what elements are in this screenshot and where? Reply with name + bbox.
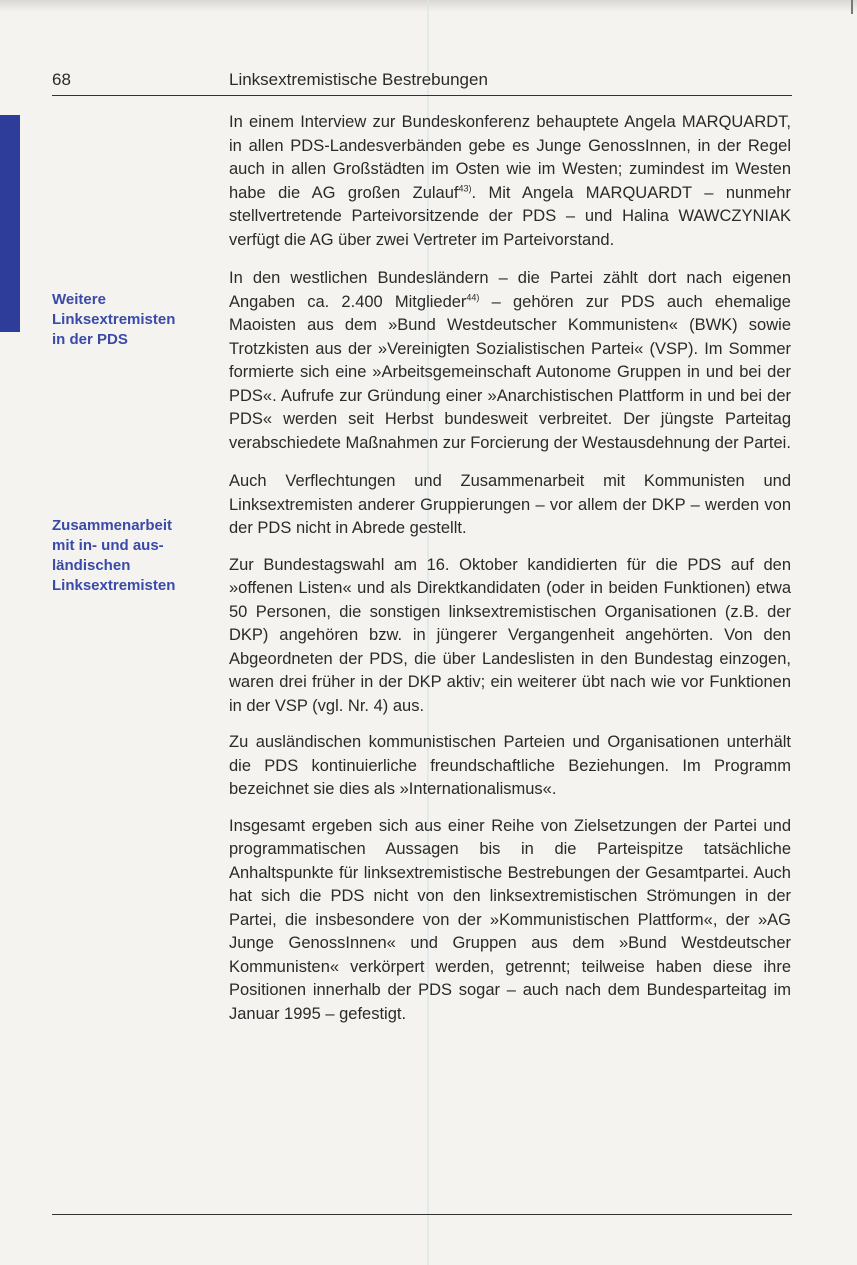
side-heading-weitere-linksextremisten <box>52 290 212 350</box>
paragraph-text: Zu ausländischen kommunistischen Parteien und Organisationen unterhält die PDS kontinuierliche freundschaftliche Beziehungen. Im Programm bezeichnet sie dies als »Internationalismus«. <box>229 733 791 798</box>
paragraph <box>229 554 791 719</box>
paragraph-text: Zur Bundestagswahl am 16. Oktober kandidierten für die PDS auf den »offenen Listen« und als Direktkandidaten (oder in beiden Funktionen) etwa 50 Personen, die sonstigen linksextremistischen Organisationen (z.B. der DKP) angehören bzw. in jüngerer Vergangenheit angehörten. Von den Abgeordneten der PDS, die über Landeslisten in den Bundestag einzogen, waren drei früher in der DKP aktiv; ein weiterer übt nach wie vor Funktionen in der VSP (vgl. Nr. 4) aus. <box>229 555 791 715</box>
side-heading-line: ländischen <box>52 557 131 574</box>
footnote-ref: 44) <box>466 292 480 302</box>
side-heading-line: in der PDS <box>52 331 128 348</box>
paragraph-text: – gehören zur PDS auch ehemalige Maoisten aus dem »Bund Westdeutscher Kommunisten« (BWK) sowie Trotzkisten aus der »Vereinigten Sozialistischen Partei« (VSP). Im Sommer formierte sich eine »Arbeitsgemeinschaft Autonome Gruppen in und bei der PDS«. Aufrufe zur Gründung einer »Anarchistischen Plattform in und bei der PDS« werden seit Herbst bundesweit verbreitet. Der jüngste Parteitag verabschiedete Maßnahmen zur Forcierung der Westausdehnung der Partei. <box>229 292 791 452</box>
footer-rule <box>52 1214 792 1215</box>
paragraph-text: In den westlichen Bundesländern – die Partei zählt dort nach eigenen Angaben ca. 2.400 Mitglieder <box>229 269 791 311</box>
side-heading-zusammenarbeit <box>52 516 212 596</box>
paragraph-text: In einem Interview zur Bundeskonferenz behauptete Angela MARQUARDT, in allen PDS-Landesverbänden gebe es Junge GenossInnen, in der Regel auch in allen Großstädten im Osten wie im Westen; zumindest im Westen habe die AG großen Zulauf <box>229 113 791 202</box>
side-heading-line: Zusammenarbeit <box>52 517 173 534</box>
side-heading-line: Linksextremisten <box>52 311 176 328</box>
footnote-ref: 43) <box>458 183 472 193</box>
running-title: Linksextremistische Bestrebungen <box>229 70 488 89</box>
chapter-marker-bar <box>0 115 20 332</box>
page-edge-mark <box>851 0 853 14</box>
paragraph <box>229 470 791 541</box>
paragraph <box>229 267 791 455</box>
side-heading-line: Linksextremisten <box>52 577 176 594</box>
paragraph <box>229 815 791 1027</box>
paragraph <box>229 731 791 802</box>
paragraph-text: Insgesamt ergeben sich aus einer Reihe von Zielsetzungen der Partei und programmatischen Aussagen bis in die Parteispitze tatsächliche Anhaltspunkte für linksextremistische Bestrebungen der Gesamtpartei. Auch hat sich die PDS nicht von den linksextremistischen Strömungen in der Partei, die insbesondere von der »Kommunistischen Plattform«, der »AG Junge GenossInnen« und Gruppen aus dem »Bund Westdeutscher Kommunisten« verkörpert werden, getrennt; teilweise haben diese ihre Positionen innerhalb der PDS sogar – auch nach dem Bundesparteitag im Januar 1995 – gefestigt. <box>229 816 791 1023</box>
paragraph-text: . Mit Angela MARQUARDT – nunmehr stellvertretende Parteivorsitzende der PDS – und Halina WAWCZYNIAK verfügt die AG über zwei Vertreter im Parteivorstand. <box>229 183 791 249</box>
side-heading-line: Weitere <box>52 291 106 308</box>
header-rule <box>52 95 792 96</box>
paragraph-text: Auch Verflechtungen und Zusammenarbeit mit Kommunisten und Linksextremisten anderer Gruppierungen – vor allem der DKP – werden von der PDS nicht in Abrede gestellt. <box>229 472 791 537</box>
page-number: 68 <box>52 70 71 89</box>
body-text <box>229 111 791 1039</box>
side-heading-line: mit in- und aus- <box>52 537 164 554</box>
paragraph <box>229 111 791 252</box>
